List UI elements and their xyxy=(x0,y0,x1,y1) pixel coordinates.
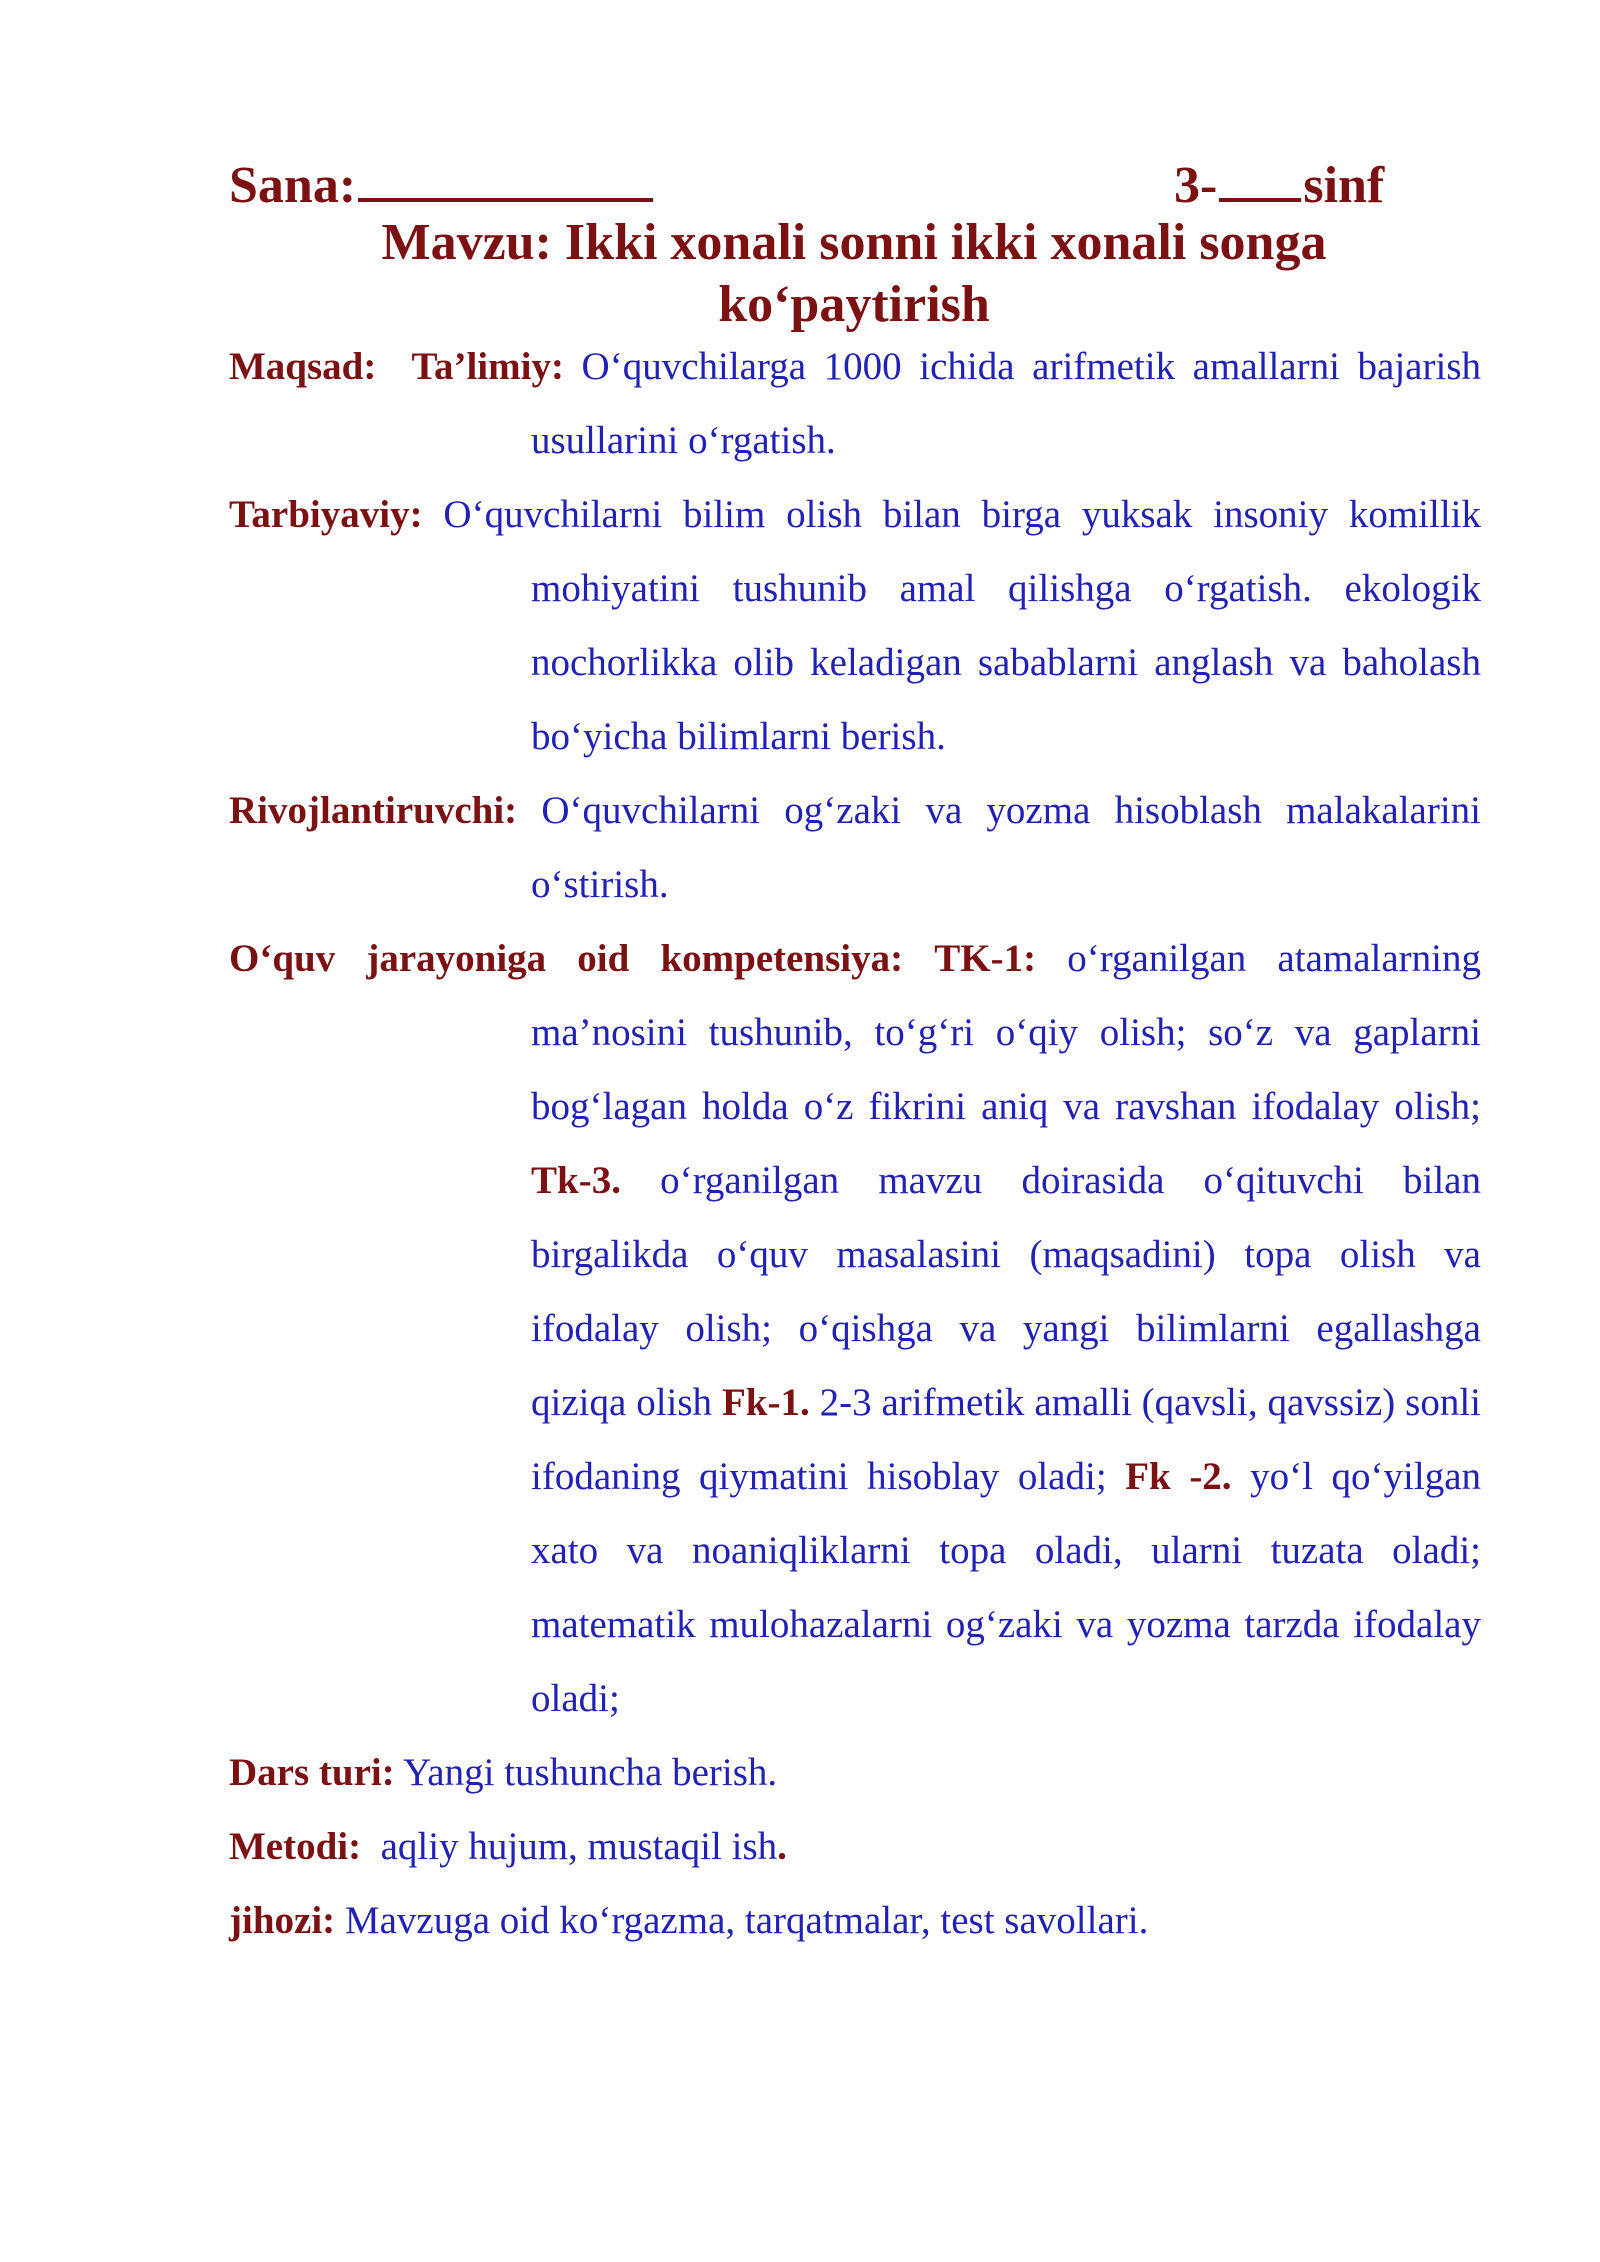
tk3-text: o‘rganilgan mavzu doirasida o‘qituvchi bilan birgalikda o‘quv masalasini (maqsadini) topa olish va ifodalay olish; o‘qishga va yangi bilimlarni egallashga qiziqa olish xyxy=(531,1159,1481,1424)
fk2-label: Fk -2. xyxy=(1125,1455,1232,1498)
equipment-text: Mavzuga oid ko‘rgazma, tarqatmalar, test savollari. xyxy=(344,1899,1149,1942)
method-label: Metodi: xyxy=(229,1825,362,1868)
maqsad-label: Maqsad: xyxy=(229,345,377,388)
title-line-1: Mavzu: Ikki xonali sonni ikki xonali songa xyxy=(381,214,1327,271)
date-blank-line xyxy=(358,150,653,202)
rivojlantiruvchi-text: O‘quvchilarni og‘zaki va yozma hisoblash malakalarini o‘stirish. xyxy=(531,789,1481,906)
rivojlantiruvchi-label: Rivojlantiruvchi: xyxy=(229,789,518,832)
talimiy-label: Ta’limiy: xyxy=(411,345,564,388)
lesson-type-text: Yangi tushuncha berish. xyxy=(403,1751,778,1794)
talimiy-text: O‘quvchilarga 1000 ichida arifmetik amallarni bajarish usullarini o‘rgatish. xyxy=(531,345,1481,462)
fk2-text: yo‘l qo‘yilgan xato va noaniqliklarni topa oladi, ularni tuzata oladi; matematik mulohazalarni og‘zaki va yozma tarzda ifodalay oladi; xyxy=(531,1455,1482,1720)
class-field xyxy=(1174,150,1384,215)
talimiy-goal xyxy=(229,330,1481,478)
tarbiyaviy-goal xyxy=(229,478,1481,774)
class-blank-line xyxy=(1219,150,1301,202)
fk1-label: Fk-1. xyxy=(721,1381,810,1424)
competence-section xyxy=(229,922,1481,1736)
tarbiyaviy-text: O‘quvchilarni bilim olish bilan birga yuksak insoniy komillik mohiyatini tushunib amal qilishga o‘rgatish. ekologik nochorlikka olib keladigan sabablarni anglash va baholash bo‘yicha bilimlarni berish. xyxy=(443,493,1482,758)
lesson-method xyxy=(229,1810,1481,1884)
tk3-label: Tk-3. xyxy=(531,1159,621,1202)
lesson-type-label: Dars turi: xyxy=(229,1751,395,1794)
date-field xyxy=(229,150,653,215)
lesson-type xyxy=(229,1736,1481,1810)
competence-label: O‘quv jarayoniga oid kompetensiya: xyxy=(229,937,904,980)
class-suffix: sinf xyxy=(1303,157,1385,214)
method-text: aqliy hujum, mustaqil ish xyxy=(380,1825,778,1868)
tk1-label: TK-1: xyxy=(934,937,1037,980)
header-row xyxy=(229,150,1479,220)
date-label: Sana: xyxy=(229,157,357,214)
class-prefix: 3- xyxy=(1174,157,1218,214)
lesson-title xyxy=(229,212,1479,336)
method-end: . xyxy=(777,1825,787,1868)
title-line-2: ko‘paytirish xyxy=(718,276,990,333)
equipment-label: jihozi: xyxy=(229,1899,336,1942)
tk1-text: o‘rganilgan atamalarning ma’nosini tushunib, to‘g‘ri o‘qiy olish; so‘z va gaplarni bog‘lagan holda o‘z fikrini aniq va ravshan ifodalay olish; xyxy=(531,937,1482,1128)
rivojlantiruvchi-goal xyxy=(229,774,1481,922)
lesson-plan-body xyxy=(229,330,1481,1958)
fk1-text: 2-3 arifmetik amalli (qavsli, qavssiz) sonli ifodaning qiymatini hisoblay oladi; xyxy=(531,1381,1482,1498)
lesson-equipment xyxy=(229,1884,1481,1958)
tarbiyaviy-label: Tarbiyaviy: xyxy=(229,493,423,536)
